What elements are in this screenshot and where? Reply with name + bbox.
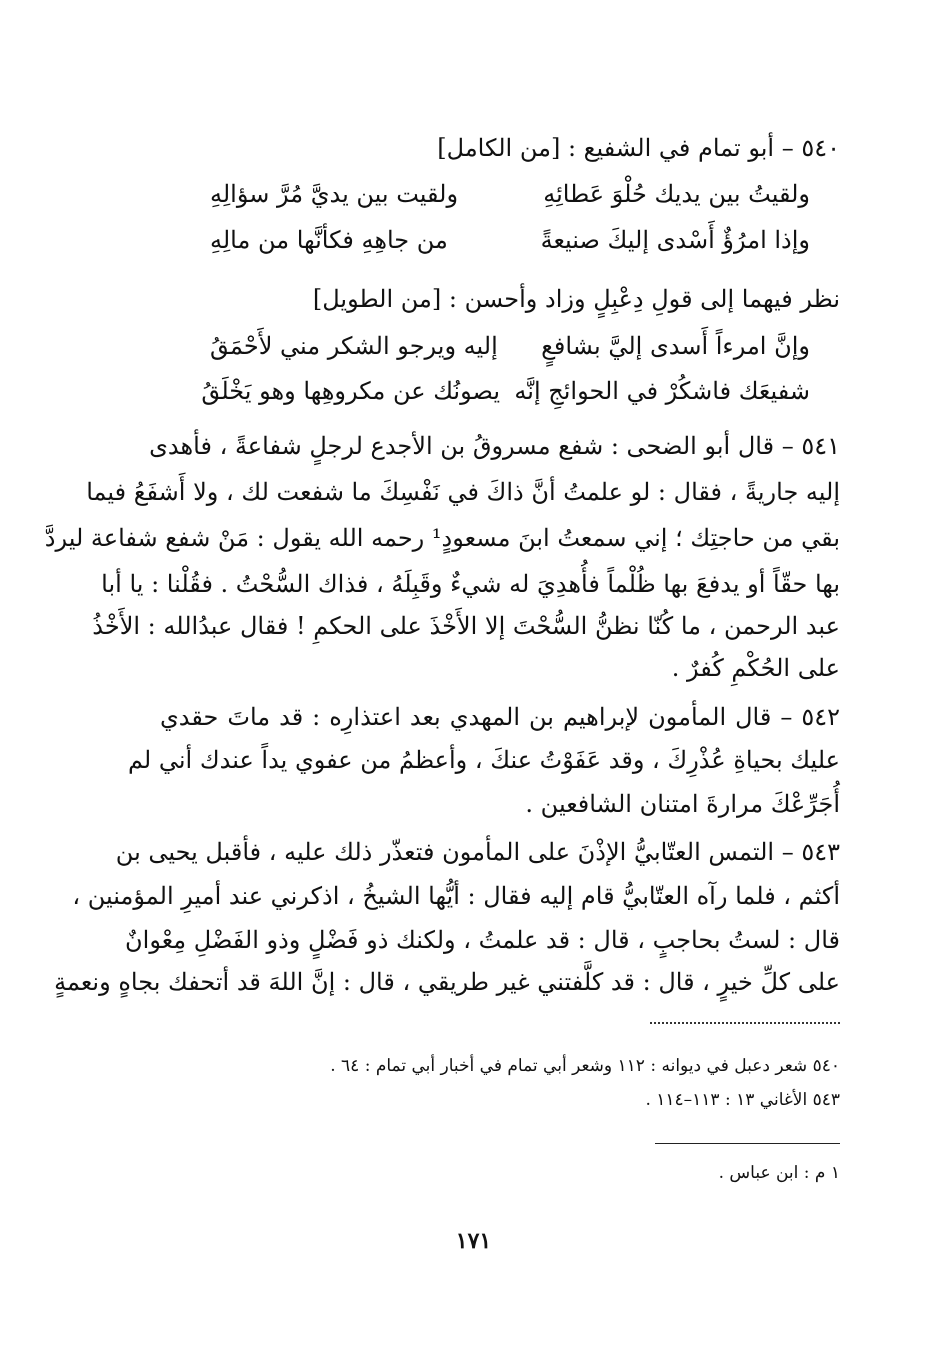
verse-first-half: شفيعَك فاشكُرْ في الحوائجِ إنَّه [514,377,810,405]
entry-543-line: أكثم ، فلما رآه العتّابيُّ قام إليه فقال : أيُّها الشيخُ ، اذكرني عند أميرِ المؤمنين ، [72,882,840,910]
entry-543-line: قال : لستُ بحاجبٍ ، قال : قد علمتُ ، ولكنك ذو فَضْلٍ وذو الفَضْلِ مِعْوانٌ [125,926,840,954]
entry-542-line: ٥٤٢ – قال المأمون لإبراهيم بن المهدي بعد اعتذارِه : قد ماتَ حقدي [160,703,840,731]
entry-541-line: على الحُكْمِ كُفرٌ . [671,654,840,682]
verse-first-half: وإنَّ امرءاً أَسدى إليَّ بشافعٍ [541,332,810,360]
verse-first-half: ولقيتُ بين يديك حُلْوَ عَطائِهِ [543,180,810,208]
entry-541-line: عبد الرحمن ، ما كُنّا نظنُّ السُّحْتَ إلا الأَخْذَ على الحكمِ ! فقال عبدُالله : الأَخْذُ [92,612,840,640]
entry-541-line: إليه جاريةً ، فقال : لو علمتُ أنَّ ذاكَ في نَفْسِكَ ما شفعت لك ، ولا أَشفَعُ فيما [86,478,840,506]
entry-541-line: بها حقّاً أو يدفعَ بها ظُلْماً فأُهدِيَ له شيءٌ وقَبِلَهُ ، فذاك السُّحْتُ . فقُلْنا : يا أبا [101,570,840,598]
source-note: ٥٤٠ شعر دعبل في ديوانه : ١١٢ وشعر أبي تمام في أخبار أبي تمام : ٦٤ . [330,1056,840,1076]
verse-row [201,377,810,405]
notes-separator [650,1022,840,1024]
source-note: ٥٤٣ الأغاني ١٣ : ١١٣–١١٤ . [645,1090,840,1110]
verse-row [210,180,810,208]
page-number: ١٧١ [455,1228,492,1254]
entry-543-line: ٥٤٣ – التمس العتّابيُّ الإذْنَ على المأمون فتعذّر ذلك عليه ، فأقبل يحيى بن [115,838,840,866]
verse-first-half: وإذا امرُؤٌ أَسْدى إليكَ صنيعةً [540,226,810,254]
verse-row [210,226,810,254]
entry-543-line: على كلِّ خيرٍ ، قال : قد كلَّفتني غير طريقي ، قال : إنَّ اللهَ قد أتحفك بجاهٍ ونعمةٍ [54,968,840,996]
entry-542-line: عليك بحياةِ عُذْرِكَ ، وقد عَفَوْتُ عنكَ ، وأعظمُ من عفوي يداً عندك أني لم [127,746,840,774]
footnote-separator [655,1143,840,1144]
entry-541-line: ٥٤١ – قال أبو الضحى : شفع مسروقُ بن الأجدع لرجلٍ شفاعةً ، فأهدى [149,432,840,460]
verse-second-half: من جاهِهِ فكأنَّها من مالِهِ [210,226,448,254]
verse-second-half: يصونُك عن مكروهِها وهو يَخْلَقُ [201,377,500,405]
verse-second-half: إليه ويرجو الشكر مني لأَحْمَقُ [210,332,498,360]
entry-542-line: أُجَرِّعْكَ مرارةَ امتنان الشافعين . [525,790,840,818]
footnote: ١ م : ابن عباس . [718,1163,840,1183]
entry-541-line: بقي من حاجتِك ؛ إني سمعتُ ابنَ مسعودٍ¹ رحمه الله يقول : مَنْ شفع شفاعة ليردَّ [44,524,840,552]
verse-row [210,332,810,360]
entry-540-intro: نظر فيهما إلى قولِ دِعْبِلٍ وزاد وأحسن : [من الطويل] [312,285,840,313]
verse-second-half: ولقيت بين يديَّ مُرَّ سؤالِهِ [210,180,459,208]
entry-540-heading: ٥٤٠ – أبو تمام في الشفيع : [من الكامل] [437,134,840,162]
